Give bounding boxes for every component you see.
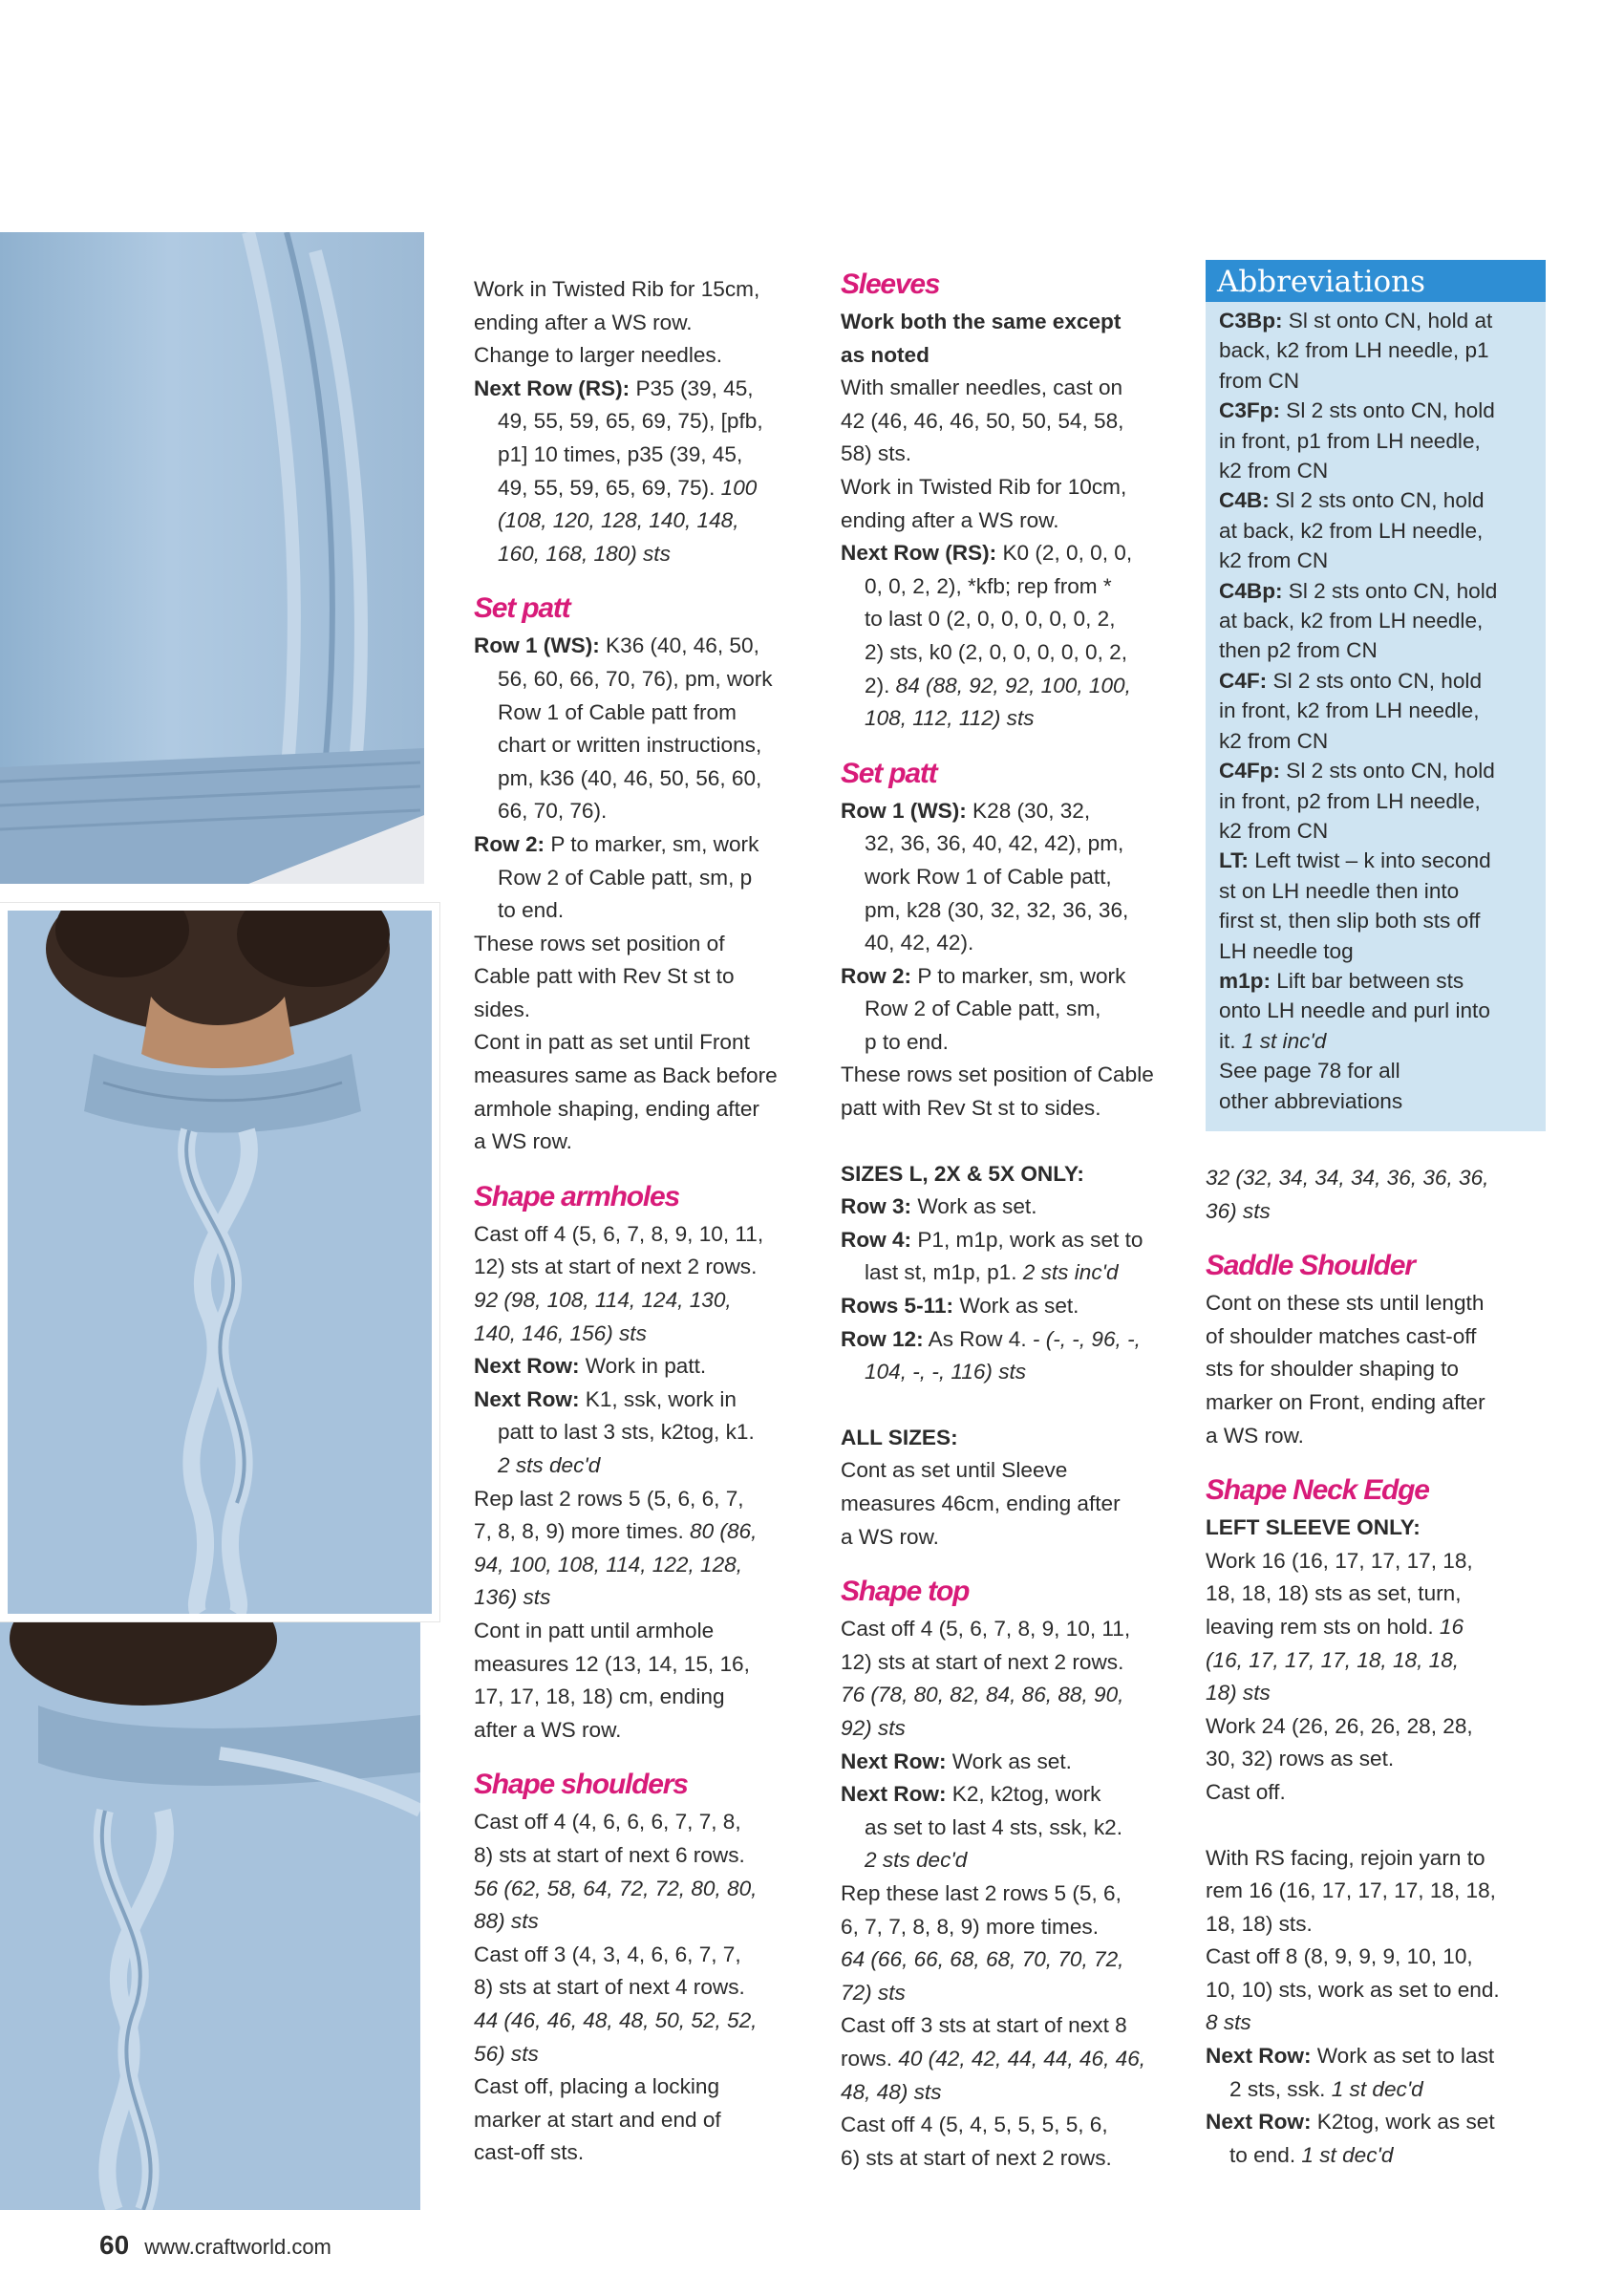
column-sleeves bbox=[841, 268, 1194, 2175]
text: it. bbox=[1219, 1028, 1236, 1053]
text-line: cast-off sts. bbox=[474, 2140, 585, 2165]
text: 49, 55, 59, 65, 69, 75). bbox=[498, 475, 716, 500]
heading-set-patt: Set patt bbox=[841, 757, 937, 789]
row-label: Row 1 (WS): bbox=[474, 633, 600, 658]
text-line: a WS row. bbox=[841, 1524, 939, 1549]
text-line: k2 from CN bbox=[1219, 459, 1329, 483]
text: K1, ssk, work in bbox=[579, 1386, 737, 1411]
text: P35 (39, 45, bbox=[630, 376, 754, 400]
text-line: sides. bbox=[474, 997, 531, 1021]
text-line: 8) sts at start of next 4 rows. bbox=[474, 1975, 745, 2000]
text-line: at back, k2 from LH needle, bbox=[1219, 609, 1484, 633]
text-line: in front, p2 from LH needle, bbox=[1219, 788, 1481, 813]
row-label: Next Row (RS): bbox=[474, 376, 630, 400]
front-cable-photo bbox=[0, 903, 439, 1621]
stitch-count: 88) sts bbox=[474, 1909, 539, 1934]
text: Lift bar between sts bbox=[1270, 968, 1464, 993]
stitch-count: 56) sts bbox=[474, 2041, 539, 2066]
text-line: measures 46cm, ending after bbox=[841, 1491, 1121, 1515]
text: K2tog, work as set bbox=[1311, 2110, 1495, 2135]
abbr-term: LT: bbox=[1219, 848, 1249, 873]
stitch-count: 104, -, -, 116) sts bbox=[865, 1360, 1027, 1384]
text-line: a WS row. bbox=[474, 1129, 572, 1154]
text-line: rem 16 (16, 17, 17, 17, 18, 18, bbox=[1206, 1878, 1496, 1903]
text-line: Work in Twisted Rib for 10cm, bbox=[841, 474, 1127, 499]
text-line: Cable patt with Rev St st to bbox=[474, 964, 735, 989]
row-label: Row 2: bbox=[841, 963, 912, 988]
text-line: 0, 0, 2, 2), *kfb; rep from * bbox=[865, 573, 1112, 598]
text-line: k2 from CN bbox=[1219, 548, 1329, 573]
text-line: Work in Twisted Rib for 15cm, bbox=[474, 277, 760, 301]
text-line: These rows set position of bbox=[474, 931, 725, 955]
text: Work as set. bbox=[911, 1194, 1037, 1219]
abbr-term: C4Fp: bbox=[1219, 759, 1281, 783]
sizes-label: SIZES L, 2X & 5X ONLY: bbox=[841, 1161, 1084, 1186]
row-label: Next Row: bbox=[474, 1386, 580, 1411]
text: 2). bbox=[865, 673, 890, 697]
stitch-count: 2 sts dec'd bbox=[865, 1848, 968, 1873]
row-label: Next Row: bbox=[474, 1354, 580, 1379]
text-line: to last 0 (2, 0, 0, 0, 0, 0, 2, bbox=[865, 607, 1116, 632]
text-line: Row 2 of Cable patt, sm, p bbox=[498, 865, 753, 890]
text-line: Cont as set until Sleeve bbox=[841, 1458, 1068, 1483]
text: P to marker, sm, work bbox=[545, 831, 759, 856]
abbr-term: C3Fp: bbox=[1219, 398, 1281, 423]
text-line: Work 16 (16, 17, 17, 17, 18, bbox=[1206, 1548, 1473, 1573]
text: Left twist – k into second bbox=[1248, 848, 1491, 873]
text: Sl st onto CN, hold at bbox=[1282, 309, 1493, 333]
text: Sl 2 sts onto CN, hold bbox=[1267, 668, 1483, 693]
row-label: Next Row: bbox=[841, 1749, 947, 1773]
text: 2 sts, ssk. bbox=[1229, 2076, 1326, 2101]
stitch-count: 64 (66, 66, 68, 68, 70, 70, 72, bbox=[841, 1947, 1124, 1972]
text-line: from CN bbox=[1219, 368, 1300, 393]
text-line: LH needle tog bbox=[1219, 938, 1354, 963]
text-line: Cast off 8 (8, 9, 9, 9, 10, 10, bbox=[1206, 1944, 1473, 1969]
text-line: armhole shaping, ending after bbox=[474, 1096, 759, 1121]
text-line: then p2 from CN bbox=[1219, 638, 1378, 663]
instruction-next-row-rs bbox=[474, 373, 818, 406]
text-line: 58) sts. bbox=[841, 441, 912, 466]
stitch-count: 140, 146, 156) sts bbox=[474, 1320, 647, 1345]
text: Work as set. bbox=[946, 1749, 1072, 1773]
abbr-term: C4B: bbox=[1219, 488, 1270, 513]
row-label: Next Row: bbox=[841, 1782, 947, 1807]
stitch-count: 84 (88, 92, 92, 100, 100, bbox=[889, 673, 1131, 697]
stitch-count: 1 st dec'd bbox=[1295, 2142, 1394, 2167]
stitch-count: 92) sts bbox=[841, 1715, 906, 1740]
stitch-count: 48, 48) sts bbox=[841, 2079, 942, 2104]
text: P to marker, sm, work bbox=[911, 963, 1126, 988]
text-line: Work both the same except bbox=[841, 310, 1122, 333]
text-line: 40, 42, 42). bbox=[865, 931, 974, 955]
text-line: 2) sts, k0 (2, 0, 0, 0, 0, 0, 2, bbox=[865, 639, 1128, 664]
text-line: These rows set position of Cable bbox=[841, 1062, 1154, 1087]
text-line: 66, 70, 76). bbox=[498, 799, 608, 824]
text-line: With smaller needles, cast on bbox=[841, 376, 1123, 400]
text-line: Cast off. bbox=[1206, 1779, 1286, 1804]
heading-shape-armholes: Shape armholes bbox=[474, 1180, 679, 1212]
text-line: other abbreviations bbox=[1219, 1088, 1403, 1113]
stitch-count: 100 bbox=[715, 475, 758, 500]
text: Sl 2 sts onto CN, hold bbox=[1280, 759, 1495, 783]
text-line: Cast off 3 (4, 3, 4, 6, 6, 7, 7, bbox=[474, 1942, 741, 1966]
text-line: as set to last 4 sts, ssk, k2. bbox=[865, 1814, 1122, 1839]
stitch-count: 2 sts inc'd bbox=[1016, 1260, 1119, 1285]
row-label: Row 1 (WS): bbox=[841, 798, 967, 823]
text-line: pm, k36 (40, 46, 50, 56, 60, bbox=[498, 765, 762, 790]
text-line: after a WS row. bbox=[474, 1717, 622, 1742]
abbr-term: C3Bp: bbox=[1219, 309, 1283, 333]
row-label: Next Row: bbox=[1206, 2110, 1312, 2135]
text-line: Cont on these sts until length bbox=[1206, 1291, 1485, 1316]
text-line: 56, 60, 66, 70, 76), pm, work bbox=[498, 666, 773, 691]
stitch-count: 92 (98, 108, 114, 124, 130, bbox=[474, 1288, 732, 1313]
sizes-label: ALL SIZES: bbox=[841, 1425, 958, 1449]
text-line: Row 2 of Cable patt, sm, bbox=[865, 997, 1101, 1021]
text-line: Rep last 2 rows 5 (5, 6, 6, 7, bbox=[474, 1486, 744, 1511]
text-line: Cast off, placing a locking bbox=[474, 2074, 720, 2099]
text-line: onto LH needle and purl into bbox=[1219, 998, 1490, 1023]
text-line: 10, 10) sts, work as set to end. bbox=[1206, 1977, 1500, 2002]
text-line: sts for shoulder shaping to bbox=[1206, 1357, 1460, 1382]
text-line: marker at start and end of bbox=[474, 2107, 721, 2132]
page-number: 60 bbox=[99, 2230, 130, 2260]
stitch-count: 108, 112, 112) sts bbox=[865, 706, 1035, 731]
text: Work in patt. bbox=[579, 1354, 707, 1379]
text-line: 8) sts at start of next 6 rows. bbox=[474, 1842, 745, 1867]
stitch-count: 1 st inc'd bbox=[1235, 1028, 1327, 1053]
text-line: 12) sts at start of next 2 rows. bbox=[474, 1255, 758, 1279]
stitch-count: 32 (32, 34, 34, 34, 36, 36, 36, bbox=[1206, 1166, 1489, 1190]
stitch-count: (16, 17, 17, 17, 18, 18, 18, bbox=[1206, 1647, 1460, 1672]
stitch-count: 136) sts bbox=[474, 1585, 551, 1610]
text-line: Row 1 of Cable patt from bbox=[498, 699, 737, 724]
abbr-term: C4F: bbox=[1219, 668, 1268, 693]
sleeve-cable-photo bbox=[0, 232, 424, 884]
stitch-count: 56 (62, 58, 64, 72, 72, 80, 80, bbox=[474, 1876, 758, 1900]
website-url: www.craftworld.com bbox=[144, 2235, 331, 2259]
stitch-count: 44 (46, 46, 48, 48, 50, 52, 52, bbox=[474, 2007, 758, 2032]
text-line: pm, k28 (30, 32, 32, 36, 36, bbox=[865, 897, 1129, 922]
text-line: 6) sts at start of next 2 rows. bbox=[841, 2145, 1112, 2170]
stitch-count: (108, 120, 128, 140, 148, bbox=[498, 508, 739, 533]
abbr-term: m1p: bbox=[1219, 968, 1271, 993]
text-line: p to end. bbox=[865, 1029, 949, 1054]
text-line: patt to last 3 sts, k2tog, k1. bbox=[498, 1420, 755, 1445]
heading-saddle-shoulder: Saddle Shoulder bbox=[1206, 1250, 1415, 1282]
text-line: chart or written instructions, bbox=[498, 733, 762, 758]
text: rows. bbox=[841, 2046, 892, 2071]
stitch-count: 1 st dec'd bbox=[1325, 2076, 1423, 2101]
text-line: k2 from CN bbox=[1219, 818, 1329, 843]
page-footer bbox=[99, 2230, 331, 2261]
text-line: in front, p1 from LH needle, bbox=[1219, 428, 1481, 453]
text-line: Cont in patt as set until Front bbox=[474, 1030, 750, 1055]
text: leaving rem sts on hold. bbox=[1206, 1614, 1434, 1639]
text: K0 (2, 0, 0, 0, bbox=[996, 541, 1133, 566]
text-line: Change to larger needles. bbox=[474, 343, 723, 368]
text: P1, m1p, work as set to bbox=[911, 1227, 1143, 1252]
abbreviations-title: Abbreviations bbox=[1206, 260, 1546, 302]
text-line: to end. bbox=[498, 898, 565, 923]
stitch-count: 76 (78, 80, 82, 84, 86, 88, 90, bbox=[841, 1683, 1124, 1707]
text-line: ending after a WS row. bbox=[474, 310, 693, 334]
text: As Row 4. bbox=[923, 1326, 1027, 1351]
stitch-count: 80 (86, bbox=[683, 1519, 758, 1544]
row-label: Row 12: bbox=[841, 1326, 924, 1351]
stitch-count: 94, 100, 108, 114, 122, 128, bbox=[474, 1552, 742, 1577]
heading-shape-neck-edge: Shape Neck Edge bbox=[1206, 1474, 1429, 1507]
text-line: 32, 36, 36, 40, 42, 42), pm, bbox=[865, 831, 1124, 856]
text: 7, 8, 8, 9) more times. bbox=[474, 1519, 684, 1544]
stitch-count: 40 (42, 42, 44, 44, 46, 46, bbox=[891, 2046, 1146, 2071]
text-line: Cont in patt until armhole bbox=[474, 1618, 715, 1642]
text-line: Cast off 4 (5, 6, 7, 8, 9, 10, 11, bbox=[841, 1617, 1131, 1642]
stitch-count: - (-, -, 96, -, bbox=[1026, 1326, 1141, 1351]
text-line: See page 78 for all bbox=[1219, 1059, 1400, 1084]
text: K36 (40, 46, 50, bbox=[599, 633, 759, 658]
text: Sl 2 sts onto CN, hold bbox=[1280, 398, 1495, 423]
text-line: Cast off 3 sts at start of next 8 bbox=[841, 2013, 1127, 2038]
text-line: marker on Front, ending after bbox=[1206, 1389, 1485, 1414]
text: Sl 2 sts onto CN, hold bbox=[1269, 488, 1485, 513]
row-label: Rows 5-11: bbox=[841, 1294, 954, 1319]
text-line: Work 24 (26, 26, 26, 28, 28, bbox=[1206, 1713, 1473, 1738]
stitch-count: 36) sts bbox=[1206, 1198, 1271, 1223]
text-line: 18, 18, 18) sts as set, turn, bbox=[1206, 1581, 1462, 1606]
heading-shape-top: Shape top bbox=[841, 1576, 970, 1608]
stitch-count: 72) sts bbox=[841, 1980, 906, 2005]
text: K2, k2tog, work bbox=[946, 1782, 1101, 1807]
text: Work as set. bbox=[953, 1294, 1079, 1319]
text: to end. bbox=[1229, 2142, 1296, 2167]
abbreviations-box bbox=[1206, 260, 1546, 1131]
heading-shape-shoulders: Shape shoulders bbox=[474, 1769, 688, 1801]
row-label: Row 3: bbox=[841, 1194, 912, 1219]
heading-sleeves: Sleeves bbox=[841, 268, 940, 300]
text-line: measures same as Back before bbox=[474, 1063, 778, 1088]
heading-set-patt: Set patt bbox=[474, 592, 570, 625]
text-line: in front, k2 from LH needle, bbox=[1219, 698, 1480, 723]
text-line: of shoulder matches cast-off bbox=[1206, 1323, 1477, 1348]
text-line: first st, then slip both sts off bbox=[1219, 909, 1481, 933]
text-line: back, k2 from LH needle, p1 bbox=[1219, 338, 1489, 363]
text: Work as set to last bbox=[1311, 2044, 1495, 2069]
text-line: Cast off 4 (5, 4, 5, 5, 5, 5, 6, bbox=[841, 2113, 1108, 2137]
text-line: Cast off 4 (4, 6, 6, 6, 7, 7, 8, bbox=[474, 1810, 741, 1835]
row-label: Next Row: bbox=[1206, 2044, 1312, 2069]
text-line: patt with Rev St st to sides. bbox=[841, 1096, 1101, 1121]
text-line: 49, 55, 59, 65, 69, 75), [pfb, bbox=[498, 409, 763, 434]
column-front bbox=[474, 273, 818, 2170]
text: last st, m1p, p1. bbox=[865, 1260, 1017, 1285]
text-line: 18, 18) sts. bbox=[1206, 1911, 1313, 1936]
stitch-count: 160, 168, 180) sts bbox=[498, 541, 671, 566]
text-line: at back, k2 from LH needle, bbox=[1219, 518, 1484, 543]
text-line: k2 from CN bbox=[1219, 728, 1329, 753]
text: K28 (30, 32, bbox=[966, 798, 1091, 823]
back-saddle-photo bbox=[0, 1620, 420, 2210]
text-line: Rep these last 2 rows 5 (5, 6, bbox=[841, 1880, 1122, 1905]
stitch-count: 2 sts dec'd bbox=[498, 1453, 601, 1477]
text-line: p1] 10 times, p35 (39, 45, bbox=[498, 441, 743, 466]
text-line: work Row 1 of Cable patt, bbox=[865, 864, 1112, 889]
text-line: 12) sts at start of next 2 rows. bbox=[841, 1649, 1124, 1674]
text-line: ending after a WS row. bbox=[841, 507, 1059, 532]
row-label: Row 2: bbox=[474, 831, 545, 856]
text-line: measures 12 (13, 14, 15, 16, bbox=[474, 1651, 750, 1676]
stitch-count: 8 sts bbox=[1206, 2010, 1251, 2035]
row-label: Next Row (RS): bbox=[841, 541, 997, 566]
text-line: 42 (46, 46, 46, 50, 50, 54, 58, bbox=[841, 408, 1124, 433]
text-line: a WS row. bbox=[1206, 1423, 1304, 1448]
text-line: 30, 32) rows as set. bbox=[1206, 1747, 1395, 1771]
row-label: Row 4: bbox=[841, 1227, 912, 1252]
text-line: as noted bbox=[841, 342, 930, 367]
text: Sl 2 sts onto CN, hold bbox=[1282, 578, 1498, 603]
text-line: st on LH needle then into bbox=[1219, 878, 1460, 903]
abbr-term: C4Bp: bbox=[1219, 578, 1283, 603]
text-line: 17, 17, 18, 18) cm, ending bbox=[474, 1684, 725, 1709]
sizes-label: LEFT SLEEVE ONLY: bbox=[1206, 1515, 1421, 1540]
stitch-count: 18) sts bbox=[1206, 1681, 1271, 1706]
text-line: With RS facing, rejoin yarn to bbox=[1206, 1845, 1485, 1870]
text-line: Cast off 4 (5, 6, 7, 8, 9, 10, 11, bbox=[474, 1221, 764, 1246]
stitch-count: 16 bbox=[1433, 1614, 1464, 1639]
column-saddle bbox=[1206, 1162, 1549, 2172]
text-line: 6, 7, 7, 8, 8, 9) more times. bbox=[841, 1914, 1099, 1939]
